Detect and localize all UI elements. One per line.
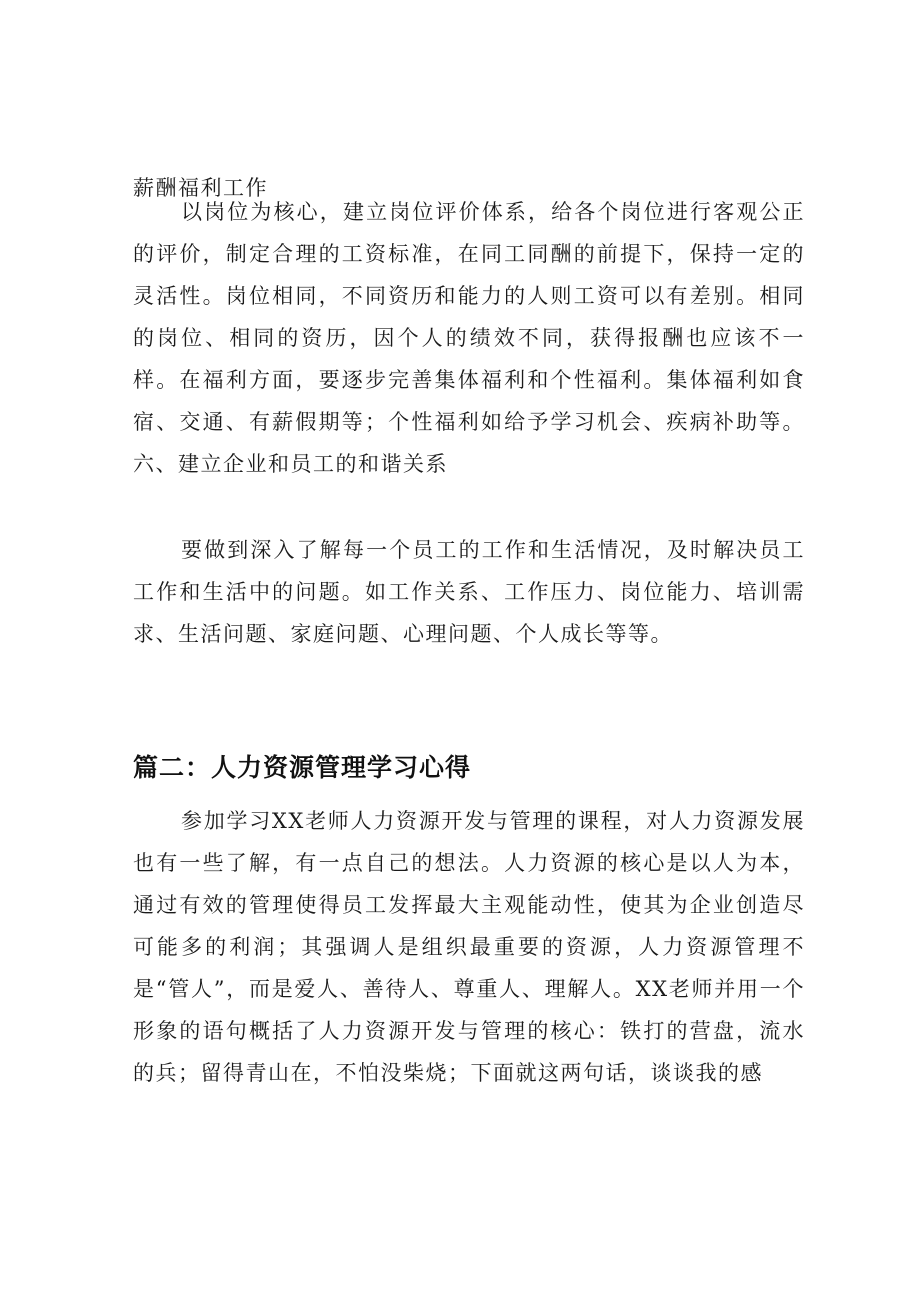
- paragraph-employee-relations: 要做到深入了解每一个员工的工作和生活情况，及时解决员工工作和生活中的问题。如工作关系、工作压力、岗位能力、培训需求、生活问题、家庭问题、心理问题、个人成长等等。: [133, 538, 805, 646]
- paragraph-hr-learning: 参加学习XX老师人力资源开发与管理的课程，对人力资源发展也有一些了解，有一点自己的想法。人力资源的核心是以人为本，通过有效的管理使得员工发挥最大主观能动性，使其为企业创造尽可能多的利润；其强调人是组织最重要的资源，人力资源管理不是“管人”，而是爱人、善待人、尊重人、理解人。XX老师并用一个形象的语句概括了人力资源开发与管理的核心：铁打的营盘，流水的兵；留得青山在，不怕没柴烧；下面就这两句话，谈谈我的感: [133, 809, 805, 1085]
- chapter-title: 篇二：人力资源管理学习心得: [133, 753, 472, 782]
- section-heading: 薪酬福利工作: [133, 176, 268, 200]
- paragraph-compensation: 以岗位为核心，建立岗位评价体系，给各个岗位进行客观公正的评价，制定合理的工资标准，在同工同酬的前提下，保持一定的灵活性。岗位相同，不同资历和能力的人则工资可以有差别。相同的岗位、相同的资历，因个人的绩效不同，获得报酬也应该不一样。在福利方面，要逐步完善集体福利和个性福利。集体福利如食宿、交通、有薪假期等；个性福利如给予学习机会、疾病补助等。六、建立企业和员工的和谐关系: [133, 200, 805, 476]
